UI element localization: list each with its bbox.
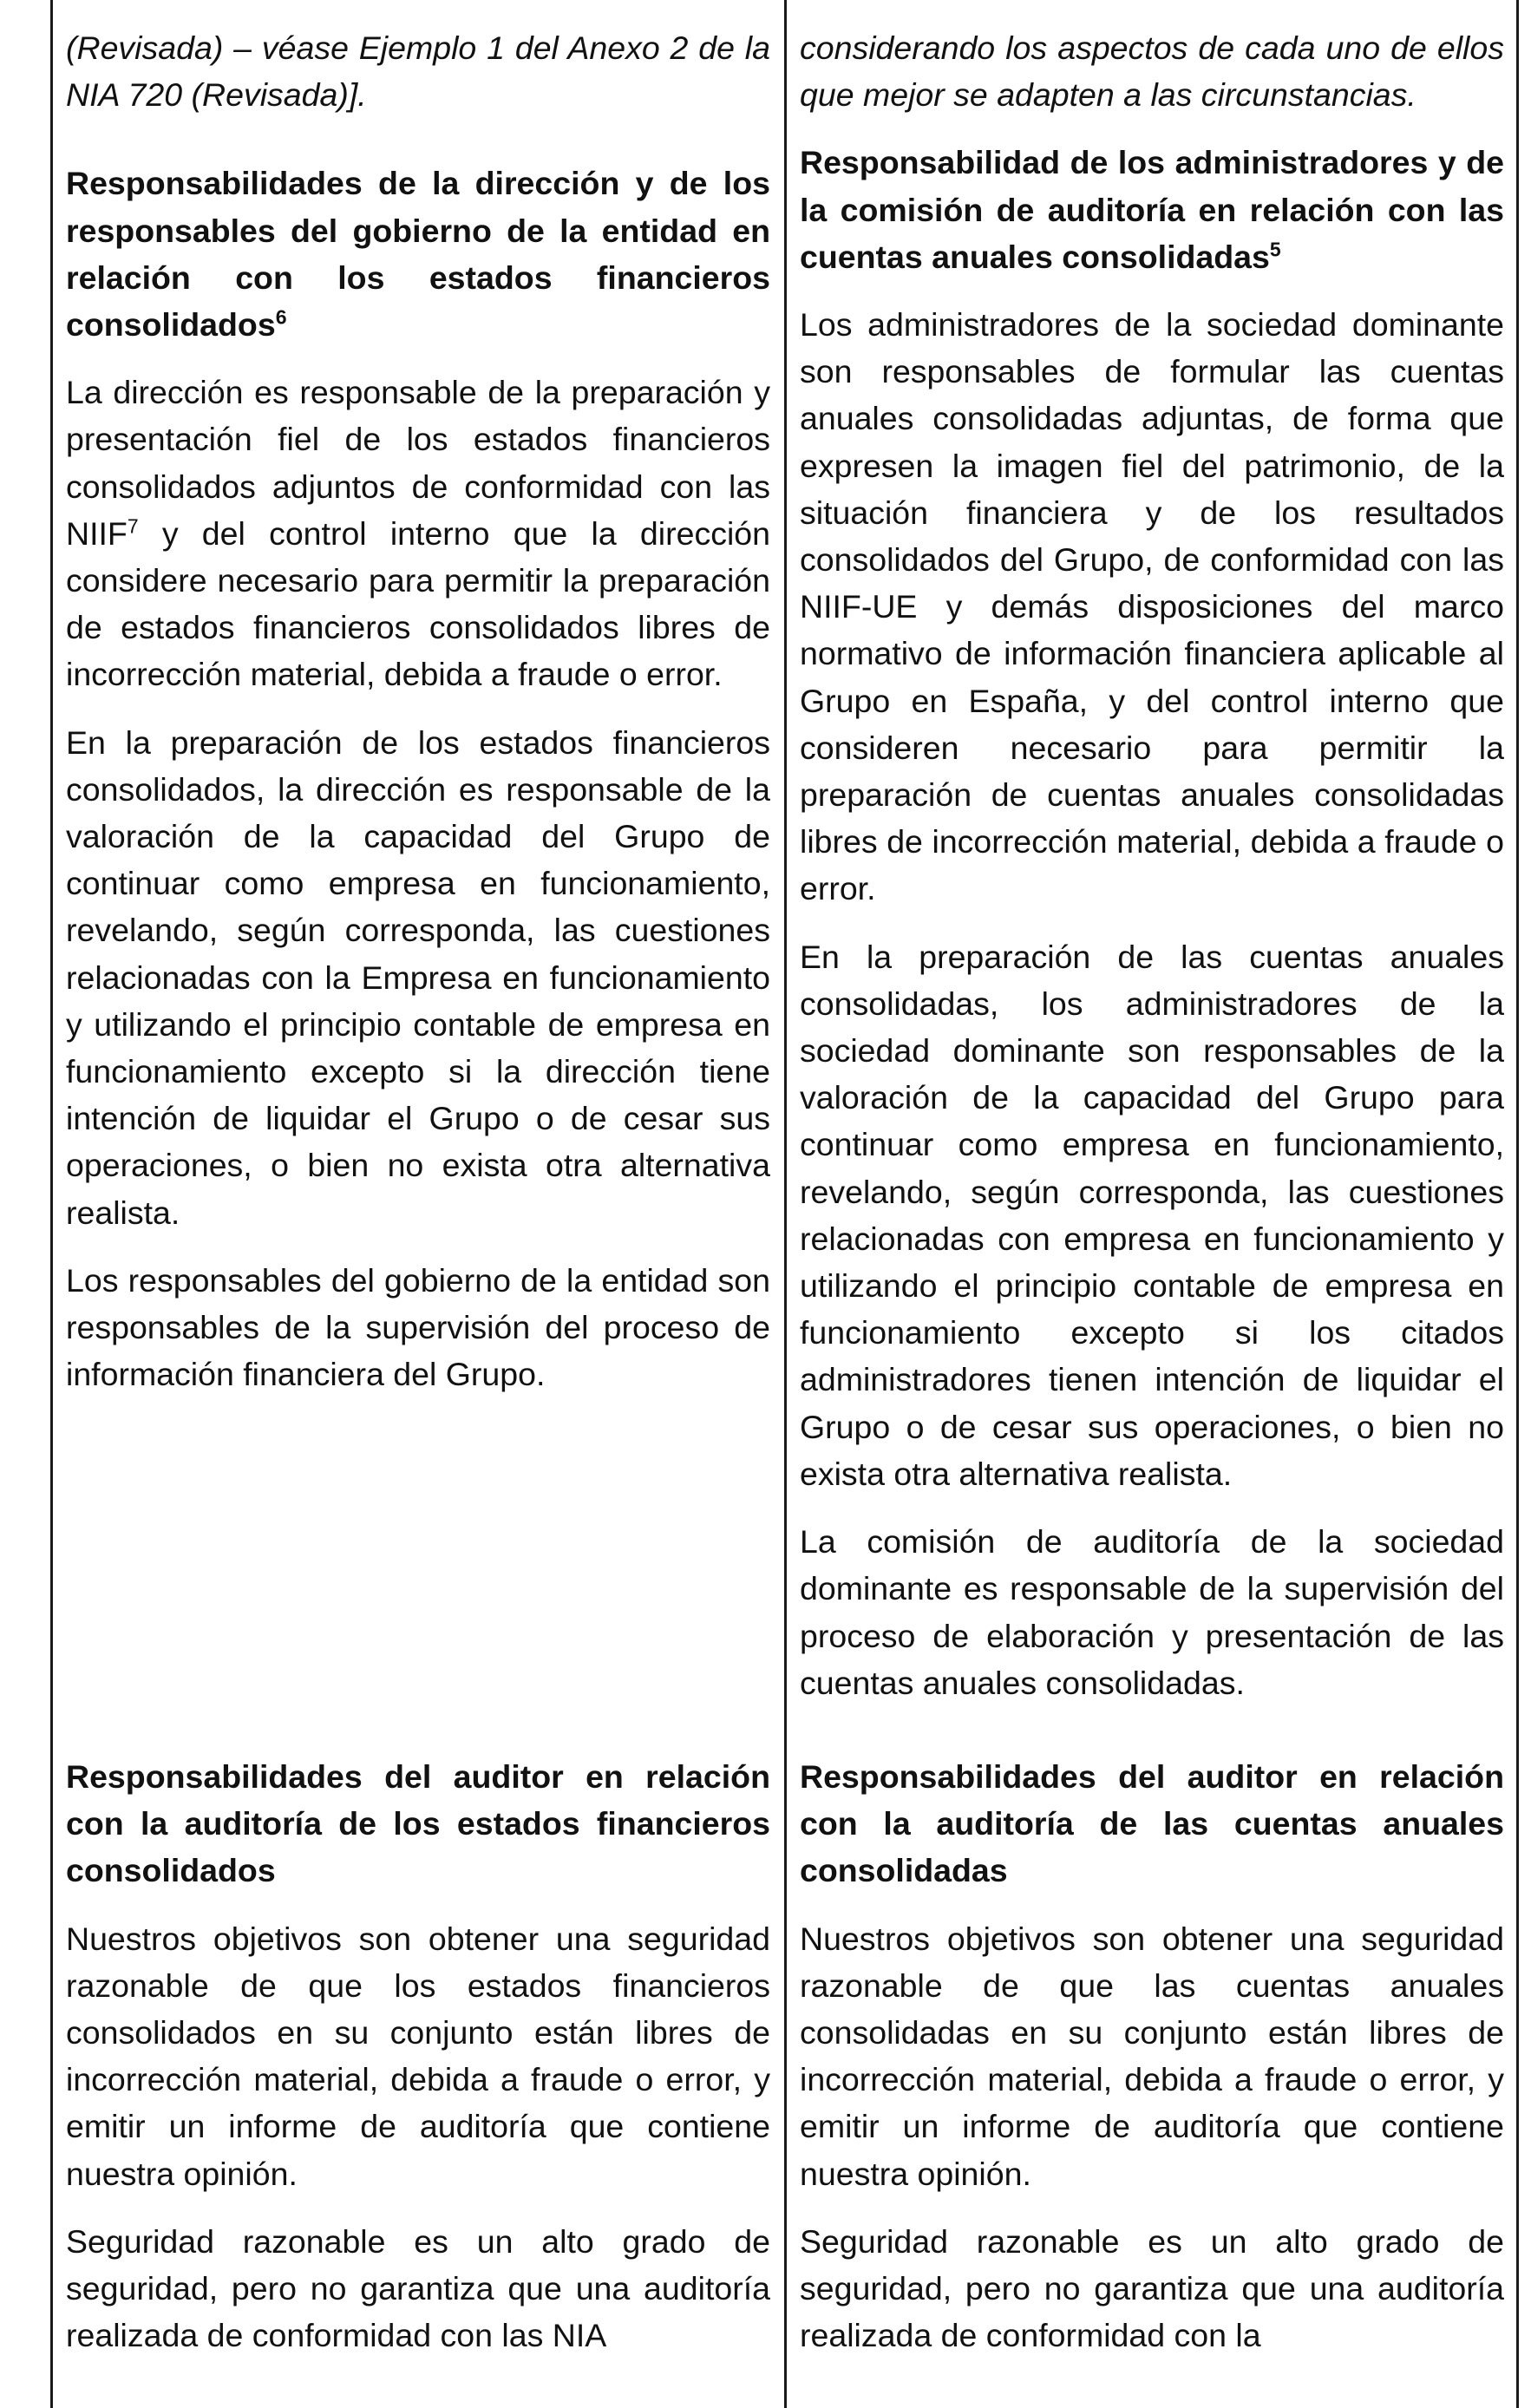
footnote-marker-7: 7 [127,514,139,538]
left-heading-responsabilidades-auditor: Responsabilidades del auditor en relación con la auditoría de los estados financieros consolidados [66,1758,770,1889]
left-paragraph-1 [66,369,770,697]
right-column-lower [800,1753,1504,2359]
footnote-marker-6: 6 [275,305,287,329]
right-intro-text: considerando los aspectos de cada uno de ellos que mejor se adapten a las circunstancias. [800,29,1504,114]
footnote-marker-5: 5 [1269,238,1281,261]
left-table-border [50,0,53,2408]
right-column [800,24,1504,1727]
left-paragraph-4: Nuestros objetivos son obtener una seguridad razonable de que los estados financieros consolidados en su conjunto están libres de incorrección material, debida a fraude o error, y emitir un informe de auditoría que contiene nuestra opinión. [66,1920,770,2192]
left-column [66,24,770,1418]
right-paragraph-4: Nuestros objetivos son obtener una seguridad razonable de que las cuentas anuales consolidadas en su conjunto están libres de incorrección material, debida a fraude o error, y emitir un informe de auditoría que contiene nuestra opinión. [800,1920,1504,2192]
left-paragraph-2: En la preparación de los estados financieros consolidados, la dirección es responsable de la valoración de la capacidad del Grupo de continuar como empresa en funcionamiento, revelando, según corresponda, las cuestiones relacionadas con la Empresa en funcionamiento y utilizando el principio contable de empresa en funcionamiento excepto si la dirección tiene intención de liquidar el Grupo o de cesar sus operaciones, o bien no exista otra alternativa realista. [66,723,770,1231]
left-heading-responsabilidades-direccion [66,160,770,348]
right-heading-1-text: Responsabilidad de los administradores y de la comisión de auditoría en relación con las cuentas anuales consolidadas [800,144,1504,275]
left-intro-text: (Revisada) – véase Ejemplo 1 del Anexo 2 de la NIA 720 (Revisada)]. [66,29,770,114]
right-paragraph-3: La comisión de auditoría de la sociedad dominante es responsable de la supervisión del proceso de elaboración y presentación de las cuentas anuales consolidadas. [800,1523,1504,1701]
right-table-border [1516,0,1519,2408]
middle-table-border [784,0,787,2408]
left-paragraph-1-part-b: y del control interno que la dirección considere necesario para permitir la preparación de estados financieros consolidados libres de incorrección material, debida a fraude o error. [66,514,770,693]
right-paragraph-1: Los administradores de la sociedad dominante son responsables de formular las cuentas anuales consolidadas adjuntas, de forma que expresen la imagen fiel del patrimonio, de la situación financiera y de los resultados consolidados del Grupo, de conformidad con las NIIF-UE y demás disposiciones del marco normativo de información financiera aplicable al Grupo en España, y del control interno que consideren necesario para permitir la preparación de cuentas anuales consolidadas libres de incorrección material, debida a fraude o error. [800,306,1504,907]
right-paragraph-5: Seguridad razonable es un alto grado de seguridad, pero no garantiza que una auditoría realizada de conformidad con la [800,2222,1504,2354]
right-paragraph-2: En la preparación de las cuentas anuales consolidadas, los administradores de la sociedad dominante son responsables de la valoración de la capacidad del Grupo para continuar como empresa en funcionamiento, revelando, según corresponda, las cuestiones relacionadas con empresa en funcionamiento y utilizando el principio contable de empresa en funcionamiento excepto si los citados administradores tienen intención de liquidar el Grupo o de cesar sus operaciones, o bien no exista otra alternativa realista. [800,938,1504,1492]
left-paragraph-3: Los responsables del gobierno de la entidad son responsables de la supervisión del proceso de información financiera del Grupo. [66,1261,770,1393]
left-paragraph-1-part-a: La dirección es responsable de la preparación y presentación fiel de los estados financieros consolidados adjuntos de conformidad con las NIIF [66,374,770,552]
left-heading-1-text: Responsabilidades de la dirección y de los responsables del gobierno de la entidad en relación con los estados financieros consolidados [66,165,770,344]
right-heading-responsabilidad-administradores [800,139,1504,280]
left-paragraph-5: Seguridad razonable es un alto grado de seguridad, pero no garantiza que una auditoría realizada de conformidad con las NIA [66,2222,770,2354]
left-column-lower [66,1753,770,2359]
right-heading-responsabilidades-auditor: Responsabilidades del auditor en relación con la auditoría de las cuentas anuales consolidadas [800,1758,1504,1889]
